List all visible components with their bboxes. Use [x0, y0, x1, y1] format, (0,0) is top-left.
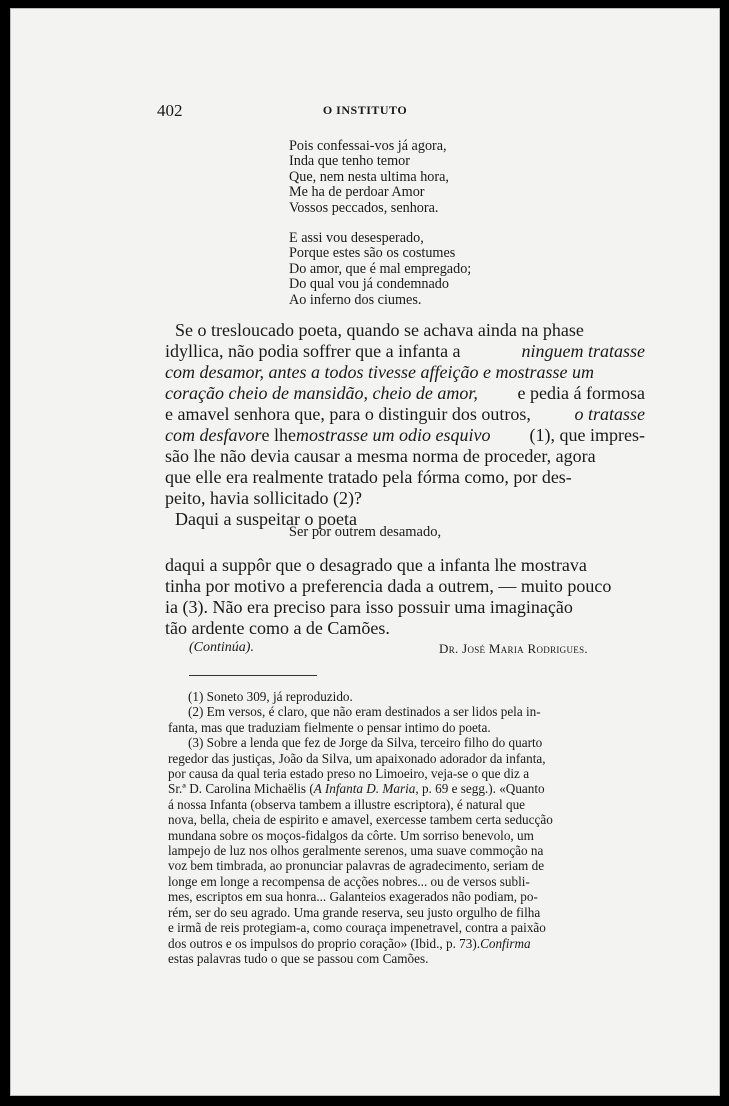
verse-line: Pois confessai-vos já agora,: [289, 138, 447, 154]
verse-line: Que, nem nesta ultima hora,: [289, 168, 449, 185]
footnote-line: [168, 905, 624, 920]
text: rém, ser do seu agrado. Uma grande reserva, seu justo orgulho de filha: [168, 904, 541, 920]
body-line: [165, 446, 645, 467]
footnote-line: [168, 720, 624, 735]
text: Sr.ª D. Carolina Michaëlis (: [168, 781, 314, 797]
text: estas palavras tudo o que se passou com Camões.: [168, 950, 429, 966]
footnote-divider: [189, 675, 317, 676]
footnote-line: [168, 889, 624, 904]
italic-text: mostrasse um odio esquivo: [295, 425, 491, 445]
verse-line: E assi vou desesperado,: [289, 230, 424, 246]
page-header: [11, 101, 719, 121]
footnote-line: [168, 843, 624, 858]
italic-text: coração cheio de mansidão, cheio de amor,: [165, 383, 478, 403]
italic-text: Confirma: [480, 935, 531, 951]
italic-text: com desamor, antes a todos tivesse affeição e mostrasse um: [165, 362, 594, 382]
body-line: [165, 555, 645, 576]
body-paragraph: [165, 320, 645, 530]
continued-note: (Continúa).: [189, 640, 254, 655]
italic-text: com desfavor: [165, 425, 262, 445]
text: á nossa Infanta (observa tambem a illustre escriptora), é natural que: [168, 796, 526, 812]
text: (2) Em versos, é claro, que não eram destinados a ser lidos pela in-: [188, 704, 541, 720]
text: e irmã de reis protegiam-a, como couraça impenetravel, contra a paixão: [168, 920, 546, 936]
running-head: O INSTITUTO: [322, 103, 408, 117]
text: por causa da qual teria estado preso no Limoeiro, veja-se o que diz a: [168, 766, 530, 782]
italic-text: A Infanta D. Maria: [313, 781, 416, 797]
body-line: [165, 576, 645, 597]
footnotes: [168, 689, 624, 966]
body-line: [165, 341, 645, 362]
verse-line: Me ha de perdoar Amor: [289, 184, 425, 201]
text: peito, havia sollicitado (2)?: [165, 488, 362, 508]
text: daqui a suppôr que o desagrado que a infanta lhe mostrava: [165, 555, 587, 575]
footnote-line: [168, 704, 624, 719]
text: voz bem timbrada, ao pronunciar palavras de agradecimento, seriam de: [168, 858, 545, 874]
verse-line: Porque estes são os costumes: [289, 245, 456, 262]
body-line: [165, 618, 645, 639]
body-line: [165, 467, 645, 488]
text: (1), que impres-: [529, 425, 645, 445]
footnote-line: [168, 812, 624, 827]
footnote-line: [168, 797, 624, 812]
text: (1) Soneto 309, já reproduzido.: [188, 689, 353, 704]
italic-text: o tratasse: [574, 404, 645, 424]
text: e pedia á formosa: [517, 383, 645, 403]
verse-line: Ao inferno dos ciumes.: [289, 291, 422, 308]
text: são lhe não devia causar a mesma norma de proceder, agora: [165, 446, 596, 466]
body-paragraph-2: [165, 555, 645, 639]
text: idyllica, não podia soffrer que a infanta a: [165, 341, 461, 361]
footnote-line: [168, 920, 624, 935]
body-line: [165, 383, 645, 404]
footnote-line: [168, 951, 624, 966]
author-signature: Dr. José Maria Rodrigues.: [439, 641, 588, 656]
footnote-line: [168, 751, 624, 766]
verse-line: Inda que tenho temor: [289, 153, 410, 170]
verse-line: Do amor, que é mal empregado;: [289, 260, 472, 277]
book-page: [10, 8, 720, 1096]
text: e amavel senhora que, para o distinguir dos outros,: [165, 404, 531, 424]
verse-line: Vossos peccados, senhora.: [289, 199, 439, 216]
text: mes, escriptos em sua honra... Galanteios exagerados não podiam, po-: [168, 889, 538, 905]
body-line: [165, 425, 645, 446]
footnote-line: [168, 828, 624, 843]
quoted-verse: Ser por outrem desamado,: [288, 524, 442, 540]
verse-line: Do qual vou já condemnado: [289, 276, 449, 293]
text: longe em longe a recompensa de acções nobres... ou de versos subli-: [168, 873, 530, 889]
footnote-line: [168, 689, 624, 704]
text: fanta, mas que traduziam fielmente o pensar intimo do poeta.: [168, 719, 491, 735]
body-line: [165, 362, 645, 383]
text: que elle era realmente tratado pela fórma como, por des-: [165, 467, 572, 487]
text: tão ardente como a de Camões.: [165, 618, 390, 638]
text: ia (3). Não era preciso para isso possuir uma imaginação: [165, 597, 573, 617]
verse-stanza-1: [289, 139, 449, 216]
verse-stanza-2: [289, 231, 471, 308]
text: , p. 69 e segg.). «Quanto: [415, 781, 545, 797]
text: Se o tresloucado poeta, quando se achava ainda na phase: [175, 320, 584, 340]
text: nova, bella, cheia de espirito e amavel, exercesse tambem certa seducção: [168, 812, 553, 828]
italic-text: ninguem tratasse: [521, 341, 645, 361]
text: regedor das justiças, João da Silva, um apaixonado adorador da infanta,: [168, 750, 546, 766]
body-line: [165, 404, 645, 425]
body-line: [165, 597, 645, 618]
body-line: [165, 320, 645, 341]
footnote-line: [168, 858, 624, 873]
text: tinha por motivo a preferencia dada a outrem, — muito pouco: [165, 576, 612, 596]
footnote-line: [168, 781, 624, 796]
text: e lhe: [261, 425, 296, 445]
text: mundana sobre os moços-fidalgos da côrte. Um sorriso benevolo, um: [168, 827, 534, 843]
footnote-line: [168, 874, 624, 889]
text: (3) Sobre a lenda que fez de Jorge da Silva, terceiro filho do quarto: [188, 735, 543, 751]
body-line: [165, 488, 645, 509]
text: lampejo de luz nos olhos geralmente serenos, uma suave commoção na: [168, 843, 544, 859]
page-number: 402: [157, 101, 183, 120]
text: Daqui a suspeitar o poeta: [175, 509, 357, 529]
footnote-line: [168, 936, 624, 951]
footnote-line: [168, 735, 624, 750]
footnote-line: [168, 766, 624, 781]
text: dos outros e os impulsos do proprio coração» (Ibid., p. 73).: [168, 935, 481, 951]
